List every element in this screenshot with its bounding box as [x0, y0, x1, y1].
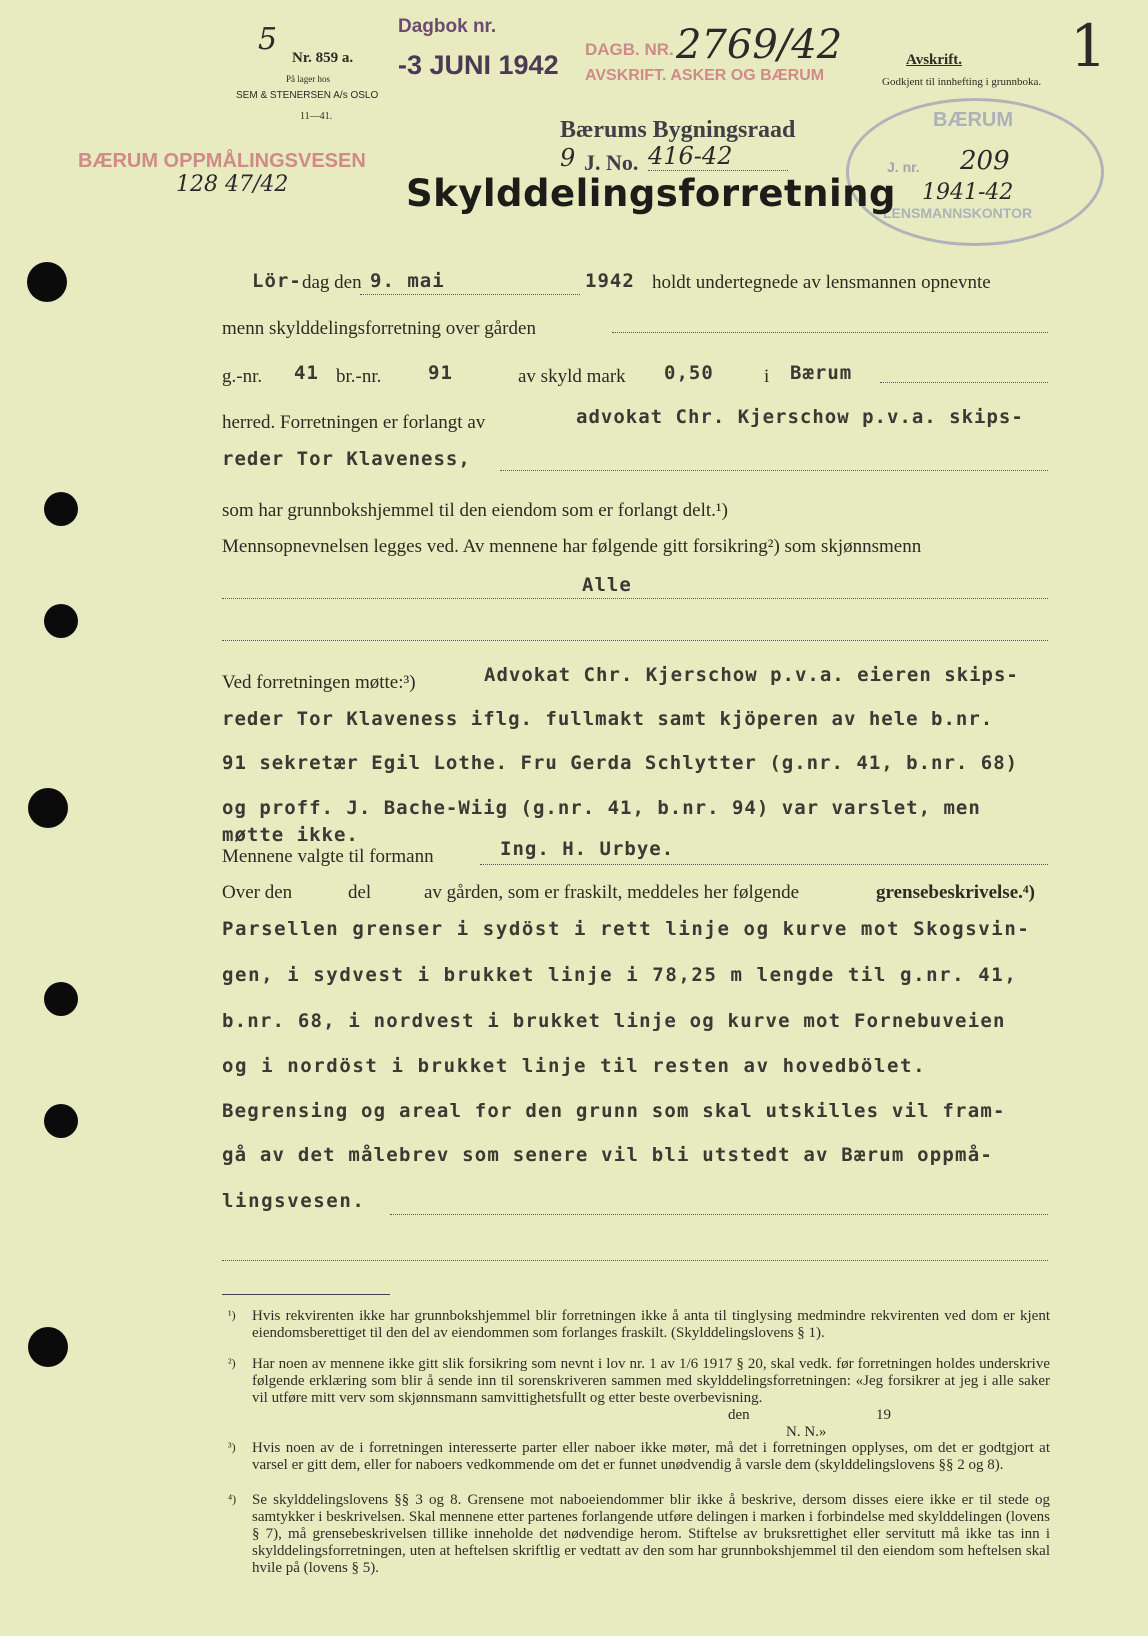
punch-hole [44, 1104, 78, 1138]
oppmaling-stamp: BÆRUM OPPMÅLINGSVESEN [78, 150, 366, 172]
avskrift-label: Avskrift. [906, 52, 962, 68]
footnote-4: Se skylddelingslovens §§ 3 og 8. Grensene mot naboeiendommer blir ikke å beskrive, dersom disses eiere ikke er til stede og samtykker i beskrivelsen. Skal mennene etter partenes forlangende utføre delingen i marken i forbindelse med skylddelingen (lovens § 7), må grensebeskrivelsen tillike inneholde det nødvendige herom. Stiftelse av bruksrettighet eller servitutt må ikke tas inn i skylddelingsforretningen, uten at heftelsen skriftlig er vedtatt av den som har grunnbokshjemmel til den eiendom som heftelsen skal hvile på (lovens § 5). [252, 1492, 1050, 1576]
publisher-line1: På lager hos [286, 74, 330, 84]
footnote-mark: ⁴) [228, 1492, 237, 1506]
over-text: av gården, som er fraskilt, meddeles her følgende [424, 882, 800, 903]
oval-stamp-bottom: LENSMANNSKONTOR [883, 205, 1033, 221]
gnr-value: 41 [294, 362, 319, 384]
form-number: Nr. 859 a. [292, 50, 354, 66]
desc-line: Begrensing og areal for den grunn som skal utskilles vil fram- [222, 1100, 1006, 1122]
bygningsraad-title: Bærums Bygningsraad [560, 117, 796, 143]
requester-line1: advokat Chr. Kjerschow p.v.a. skips- [576, 406, 1024, 428]
desc-line: Parsellen grenser i sydöst i rett linje og kurve mot Skogsvin- [222, 918, 1031, 940]
desc-dots [222, 1260, 1048, 1261]
mote-line5: møtte ikke. [222, 824, 359, 846]
punch-hole [44, 982, 78, 1016]
publisher-line2: SEM & STENERSEN A/s OSLO [236, 90, 379, 101]
mote-line4: og proff. J. Bache-Wiig (g.nr. 41, b.nr. 94) var varslet, men [222, 797, 981, 819]
footnote-2-year: 19 [876, 1407, 891, 1423]
godkjent-note: Godkjent til innhefting i grunnboka. [882, 76, 1042, 88]
jno-label: J. No. [584, 150, 639, 175]
document-title: Skylddelingsforretning [406, 172, 896, 215]
requester-line2: reder Tor Klaveness, [222, 448, 471, 470]
bnr-value: 91 [428, 362, 453, 384]
year-typed: 1942 [585, 270, 635, 292]
punch-hole [28, 788, 68, 828]
publisher-line3: 11—41. [300, 111, 333, 122]
herred-label: herred. Forretningen er forlangt av [222, 412, 486, 433]
oval-stamp-jnr: J. nr. [887, 159, 920, 175]
dag-den-label: dag den [302, 272, 362, 293]
dagbok-stamp: Dagbok nr. [398, 16, 497, 37]
date-stamp: -3 JUNI 1942 [398, 50, 559, 80]
punch-hole [27, 262, 67, 302]
footnote-mark: ³) [228, 1440, 236, 1454]
punch-hole [44, 604, 78, 638]
mote-line1: Advokat Chr. Kjerschow p.v.a. eieren skips- [484, 664, 1019, 686]
desc-dots [390, 1214, 1048, 1215]
desc-line: gå av det målebrev som senere vil bli utstedt av Bærum oppmå- [222, 1144, 993, 1166]
jno-underline [648, 170, 788, 171]
formann-value: Ing. H. Urbye. [500, 838, 675, 860]
i-label: i [764, 366, 770, 387]
skyld-label: av skyld mark [518, 366, 626, 387]
formann-dots [480, 864, 1048, 865]
alle-value: Alle [582, 574, 632, 596]
desc-line: gen, i sydvest i brukket linje i 78,25 m lengde til g.nr. 41, [222, 964, 1018, 986]
line2-dots [612, 332, 1048, 333]
mote-line3: 91 sekretær Egil Lothe. Fru Gerda Schlytter (g.nr. 41, b.nr. 68) [222, 752, 1019, 774]
kommune-value: Bærum [790, 362, 853, 384]
oval-stamp-year: 1941-42 [922, 180, 1014, 205]
mote-label: Ved forretningen møtte:³) [222, 672, 416, 693]
over-den-label: Over den [222, 882, 293, 903]
oppmaling-handwritten: 128 47/42 [176, 172, 289, 197]
skyld-value: 0,50 [664, 362, 714, 384]
menn-text: Mennsopnevnelsen legges ved. Av mennene har følgende gitt forsikring²) som skjønnsmenn [222, 536, 922, 557]
page-number: 1 [1070, 12, 1107, 80]
dagb-handwritten: 2769/42 [676, 22, 843, 68]
formann-label: Mennene valgte til formann [222, 846, 434, 867]
punch-hole [28, 1327, 68, 1367]
desc-line: b.nr. 68, i nordvest i brukket linje og kurve mot Fornebuveien [222, 1010, 1006, 1032]
grensebeskrivelse-label: grensebeskrivelse.⁴) [876, 882, 1035, 903]
footnote-2-signature: N. N.» [786, 1424, 827, 1440]
bnr-label: br.-nr. [336, 366, 382, 387]
footnote-2-den: den [728, 1407, 750, 1423]
footnote-mark: ¹) [228, 1308, 236, 1322]
day-typed: Lör- [252, 270, 302, 292]
punch-hole [44, 492, 78, 526]
footnote-1: Hvis rekvirenten ikke har grunnbokshjemmel blir forretningen ikke å anta til tinglysing medmindre rekvirenten ved dom er kjent eiendomsberettiget til den del av eiendommen som forlanges fraskilt. (Skylddelingslovens § 1). [252, 1308, 1050, 1341]
alle-dots [222, 598, 1048, 599]
line3-dots [880, 382, 1048, 383]
del-label: del [348, 882, 372, 903]
avskrift-stamp: AVSKRIFT. ASKER OG BÆRUM [585, 67, 825, 84]
desc-line: lingsvesen. [222, 1190, 366, 1212]
requester-dots [500, 470, 1048, 471]
footnote-3: Hvis noen av de i forretningen interesserte parter eller naboer ikke møter, må det i forretningen opplyses, om det er godtgjort at varsel er gitt dem, eller for naboers vedkommende om det er funnet unødvendig å varsle dem (skylddelingslovens §§ 2 og 8). [252, 1440, 1050, 1473]
jno-handwritten: 416-42 [648, 142, 733, 170]
line1-text: holdt undertegnede av lensmannen opnevnte [652, 272, 991, 293]
line1-dots [360, 294, 580, 295]
mote-line2: reder Tor Klaveness iflg. fullmakt samt kjöperen av hele b.nr. [222, 708, 994, 730]
date-typed: 9. mai [370, 270, 445, 292]
page-mark-left: 5 [258, 22, 278, 57]
oval-stamp-top: BÆRUM [933, 109, 1013, 131]
footnote-mark: ²) [228, 1356, 236, 1370]
oval-stamp-number: 209 [960, 146, 1010, 176]
dagb-stamp: DAGB. NR. [585, 40, 674, 59]
footnote-divider [222, 1294, 390, 1295]
gnr-label: g.-nr. [222, 366, 263, 387]
blank-dots [222, 640, 1048, 641]
footnote-2: Har noen av mennene ikke gitt slik forsikring som nevnt i lov nr. 1 av 1/6 1917 § 20, skal vedk. før forretningen holdes underskrive følgende erklæring som blir å sende inn til sorenskriveren sammen med skylddelingsforretningen: «Jeg forsikrer at jeg i alle saker vil utføre mitt verv som skjønnsmann samvittighetsfullt og etter beste overbevisning. [252, 1356, 1050, 1406]
desc-line: og i nordöst i brukket linje til resten av hovedbölet. [222, 1055, 927, 1077]
line2-text: menn skylddelingsforretning over gården [222, 318, 536, 339]
jno-prefix: 9 [560, 144, 576, 172]
hjemmel-text: som har grunnbokshjemmel til den eiendom som er forlangt delt.¹) [222, 500, 728, 521]
